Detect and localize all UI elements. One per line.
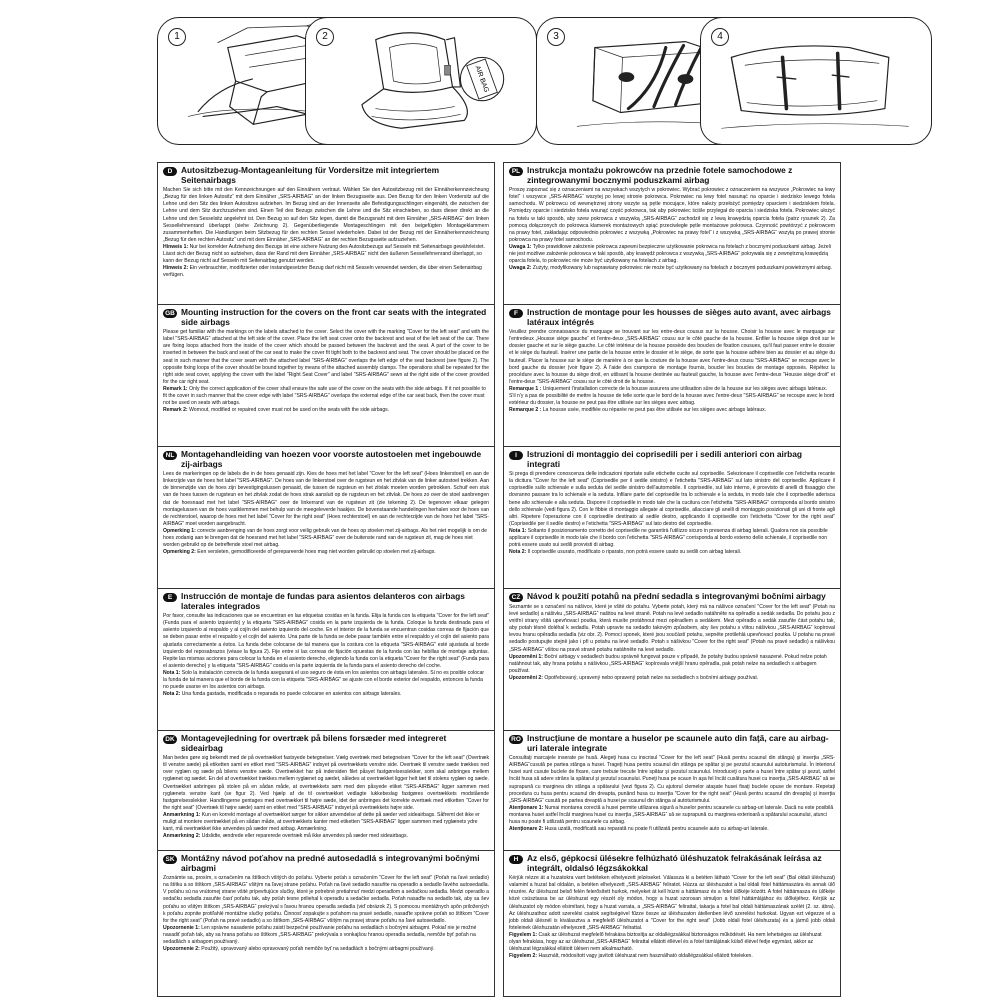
language-badge: NL: [163, 451, 177, 460]
language-badge: F: [509, 309, 523, 318]
section-body: Zoznámte sa, prosím, s označením na štítkoch všitých do poťahu. Vyberte poťah s označením "Cover for the left seat" (Poťah na ľavé sedadlo) na štítku a so štítkom „SRS-AIRBAG“ všitým na ľavej strane poťahu. Poťah na ľavé sedadlo nasuňte na operadlo a sedadlo ľavého autosedadla. V poťahu sú na vnútornej strane všité prípevňujúce slučky, ktoré je potrebné pretiahnuť medzi operadlom a sedačkou sedadla. Medzi operadlo a sedačku sedadla zasuňte časť poťahu tak, aby poťah tesne priliehal k operadlu a sedačke sedadla. Poťah nasaďte na sedadlo tak, aby sa šev poťahu so všitým štítkom „SRS-AIRBAG“ prekrýval s ľavou hranou operadla sedadla (viď obrázok 2). S pomocou montážnych spôn priložených k poťahu zopnite protiľahlé montážne slučky poťahu. Činnosť zopakujte s poťahom na pravé sedadlo, nasaďte správne poťah so štítkom "Cover for the right seat" (Poťah na pravé sedadlo) a so štítkom „SRS-AIRBAG“ všitým na pravej strane poťahu na ľavé autosedadlo.: [163, 875, 489, 924]
section-nl: [157, 446, 495, 593]
section-title: Instrukcja montażu pokrowców na przednie fotele samochodowe z zintegrowanymi bocznymi poduszkami airbag: [527, 165, 793, 185]
language-badge: H: [509, 855, 523, 864]
section-note: Opmerking 2: Een versleten, gemodificeerde of gerepareerde hoes mag niet worden gebruikt op stoelen met zij-airbags.: [163, 549, 436, 556]
section-note: Upozornění 2: Opotřebovaný, upravený nebo opravený potah nelze na sedadlech s bočními airbagy používat.: [509, 674, 759, 681]
section-title: Az első, gépkocsi ülésekre felhúzható üléshuzatok felrakásának leírása az integrált, oldalsó légzsákokkal: [527, 853, 822, 873]
section-note: Anmærkning 1: Kun en korrekt montage af overtrækket sørger for sikker anvendelse af dette på sæder ved sideairbags. Såfremt det ikke er muligt at montere overtrækket på en sådan måde, at overtrækkets kanter med etiketten "SRS-AIRBAG" ligger sammen med ryglænets ydre kant, må overtrækket ikke anvendes på sæder med airbag. Anmærkning.: [163, 811, 480, 833]
section-pl: [503, 162, 841, 309]
language-badge: E: [163, 593, 177, 602]
section-note: Nota 1: Solo la instalación correcta de la funda asegurará el uso seguro de ésta en los asientos con airbags laterales. Si no es posible colocar la funda de tal manera que el borde de la funda con la etiqueta "SRS-AIRBAG" se ajuste con el borde exterior del respaldo, entonces la funda no puede usarse en los asientos con airbags.: [163, 669, 485, 691]
section-note: Opmerking 1: correcte aanbrenging van de hoes zorgt voor veilig gebruik van de hoes op stoelen met zij-airbags. Als het niet mogelijk is om de hoes zodanig aan te brengen dat de hoesrand met het label "SRS-AIRBAG" over de buitenste rand van de rugsteun zit, mag de hoes niet worden gebruikt op de betreffende stoel met airbag.: [163, 527, 487, 549]
section-note: Uwaga 1: Tylko prawidłowe założenie pokrowca zapewni bezpieczne użytkowanie pokrowca na fotelach z bocznymi poduszkami airbag. Jeżeli nie jest możliwe założenie pokrowca w taki sposób, aby krawędź pokrowca z wszywką „SRS-AIRBAG“ pokrywała się z zewnętrzną krawędzią oparcia fotela, to pokrowiec nie może być użytkowany na fotelach z airbag.: [509, 243, 831, 265]
section-body: Consultaţi marcajele inserate pe husă. Alegeţi husa cu inscrisul "Cover for the left seat" (Husă pentru scaunul din stânga) şi inserţia „SRS-AIRBAG“cusută pe partea stânga a husei. Trageţi husa pentru scaunul din stânga pe spătar şi pe şezutul scaunului autoturismului. În interiorul husei sunt cusute buclele de fixare, care trebuie trecute între spătar şi şezutul scaunului. Introduceţi o parte a husei între spătar şi şezut, astfel încât husa să adere strâns la spătarul şi şezutul scaunului. Puneţi husa pe scaun în aşa fel încât cusătura husei cu inserţia „SRS-AIRBAG“ să se suprapună cu marginea din stânga a spătarului (vezi figura 2). Cu ajutorul clemelor ataşate husei fixaţi buclele opuse de montare. Repetaţi procedura cu husa pentru scaunul din dreapta, punând husa cu inserţia "Cover for the right seat" (Husă pentru scaunul din dreapta) şi inserţia „SRS-AIRBAG“ cusută pe partea dreaptă a husei pe scaunul din stânga al autoturismului.: [509, 755, 835, 804]
section-note: Uwaga 2: Zużyty, modyfikowany lub naprawiany pokrowiec nie może być użytkowany na fotelach z bocznymi poduszkami powietrznymi airbag.: [509, 265, 832, 272]
section-de: [157, 162, 495, 309]
section-note: Atenţionare 1: Numai montarea corectă a husei permite utilizarea sigură a huselor pentru scaunele cu airbag-uri laterale. Dacă nu este posibilă montarea husei astfel încât marginea husei cu inserţia „SRS-AIRBAG“ să se suprapună cu marginea exterioară a spătarului scaunului, atunci husa nu poate fi utilizată pentru scaunele cu airbag.: [509, 804, 834, 826]
section-note: Upozornenie 2: Použitý, upravovaný alebo opravovaný poťah nemôže byť na sedadlách s bočnými airbagmi používaný.: [163, 946, 435, 953]
section-cz: [503, 588, 841, 735]
section-note: Figyelem 1: Csak az üléshuzat megfelelő felrakása biztosítja az oldallégzsákkal biztonságos működését. Ha nem lehetséges az üléshuzat olyan felrakása, hogy az az üléshuzat „SRS-AIRBAG“ felirattal ellátott éllével és a fotel támlájának külső élével fedje egymást, akkor az üléshuzat légzsákkal ellátott ülésen nem alkalmazható.: [509, 931, 822, 953]
section-es: [157, 588, 495, 735]
section-title: Instruction de montage pour les housses de sièges auto avant, avec airbags latéraux intégrés: [527, 307, 831, 327]
step-2-panel: [305, 17, 537, 145]
section-fr: [503, 304, 841, 451]
step-4-illustration: [701, 18, 931, 144]
section-gb: [157, 304, 495, 451]
section-it: [503, 446, 841, 593]
section-body: Lees de markeringen op de labels die in de hoes genaaid zijn. Kies de hoes met het label "Cover for the left seat" (Hoes linkerstoel) en aan de linkerzijde van de hoes het label "SRS-AIRBAG". De hoes van de linkerstoel over de rugsteun en het zitvlak van de linker autostoel trekken. Aan de binnenzijde van de hoes zijn bevestigingslussen genaaid, die tussen de rugsteun en het zitvlak moeten worden getrokken. Schuif een stuk van de hoes tussen de rugsteun en het zitvlak zodat de hoes strak aansluit op de rugsteun en het zitvlak. De hoes zo over de stoel aanbrengen dat de hoesnaad met het label "SRS-AIRBAG" over de linkerrand van de rugsteun zit (zie tekening 2). De tegenover elkaar gelegen montagelussen van de hoes vastklemmen met behulp van de meegeleverde haakjes. De bovenstaande handelingen herhalen voor de hoes van de rechterstoel, waarop de hoes met het label "Cover for the right seat" (Hoes rechterstoel) en aan de rechterzijde van de hoes het label "SRS-AIRBAG" moet worden aangebracht.: [163, 471, 489, 527]
section-note: Upozornenie 1: Len správne nasadenie poťahu zaistí bezpečné používanie poťahu na sedadlách s bočnými airbagmi. Pokiaľ nie je možné nasadiť poťah tak, aby sa hrana poťahu so štítkom „SRS-AIRBAG“ prekrývala s vonkajšou hranou operadla sedadla, nemôže byť poťah na sedadlách s airbagom používaný.: [163, 924, 477, 946]
language-badge: DK: [163, 735, 177, 744]
section-note: Atenţionare 2: Husa uzată, modificată sau reparată nu poate fi utilizată pentru scaunele auto cu airbag-uri laterale.: [509, 826, 769, 833]
section-sk: [157, 850, 495, 997]
language-badge: GB: [163, 309, 177, 318]
section-title: Instrucción de montaje de fundas para asientos delanteros con airbags laterales integrados: [181, 591, 465, 611]
section-body: Man bedes gøre sig bekendt med de på overtrækket fastsyede betegnelser. Vælg overtræk med betegnelsen "Cover for the left seat" (Overtræk til venstre sæde) på etiketten samt en etiket med "SRS-AIRBAG" indsyet på overtrækkets venstre side. Overtræk til venstre sæde trækkes ned over ryglæn og sæde på bilens venstre sæde. Overtrækket har på indersiden filet påsyet fastgørelsesslekker, som skal anbringes mellem ryglænet og sædet. En del af overtrækket trækkes mellem ryglænet og sædet, således at overtrækket ligger helt tæt til stolens ryglæn og sæde. Overtrækket anbringes på stolen på en sådan måde, at overtrækkets søm med den påsyede etiket "SRS-AIRBAG" ligger sammen med ryglænets venstre kant (se figur 2). Ved hjælp af de til overtrækket vedlagte lukkebeslag fastgøres overtrækkets modstående fastgørelsesslekker. Handlingerne gentages med overtrækket til højre sæde, idet der anbringes det korrekte overtræk med etiketten "Cover for the right seat" (Overtræk til højre sæde) samt en etiket med "SRS-AIRBAG" indsyet på overtrækkets højre side.: [163, 755, 489, 811]
section-note: Upozornění 1: Boční airbagy v sedadlech budou správně fungovat pouze v případě, že potahy budou správně nasazené. Pokud nelze potah natáhnout tak, aby hrana potahu s nášivkou „SRS-AIRBAG“ kopírovala vnější hranu opěradla, pak potah nelze na sedadlech s airbagem používat.: [509, 653, 827, 674]
section-note: Nota 1: Soltanto il posizionamento corretto del coprisedile ne garantirà l'utilizzo sicuro in presenza di airbag laterali. Qualora non sia possibile applicare il coprisedile in modo tale che il bordo con l'etichetta "SRS-AIRBAG" corrisponda al bordo esterno dello schienale, il coprisedile non potrà essere usato sui sedili provvisti di airbag.: [509, 527, 828, 549]
section-title: Istruzioni di montaggio dei coprisedili per i sedili anteriori con airbag integrati: [527, 449, 803, 469]
language-badge: CZ: [509, 593, 523, 602]
section-body: Seznamte se s označení na nášivce, které je všité do potahu. Vyberte potah, který má na nášivce označení "Cover for the left seat" (Potah na levé sedadlo) a nášivku „SRS-AIRBAG“ našitou na levé straně. Potah na levé sedadlo natáhněte na opěradlo a sedák sedadla. Do potahu jsou z vnitřní strany všitá upevňovací poutka, která musíte protáhnout mezi opěradlem a sedákem. Mezi opěradlo a sedák zasuňte část potahu tak, aby potah těsně doléhal k sedadlu. Potah upravte na sedadlo takovým způsobem, aby šev potahu s vlitou nášivkou „SRS-AIRBAG“ kopíroval levou hranu opěradla sedadla (viz obr. 2). Pomocí sponek, které jsou součástí potahu, sepněte protilehlá upevňovací poutka. U potahu na pravé sedadlo postupujte stejně jako i při u potahu na levé sedadlo. Potah s nášivkou "Cover for the right seat" (Potah na pravé sedadlo) a nášivkou „SRS-AIRBAG“ všitou na pravé straně potahu natáhněte na levé sedadlo.: [509, 604, 835, 653]
language-badge: SK: [163, 855, 177, 864]
language-badge: D: [163, 167, 177, 176]
section-body: Veuillez prendre connaissance du marquage se trouvant sur les entre-deux cousus sur la housse. Choisir la housse avec le marquage sur l'entredeux „Housse siège gauche“ et l'entre-deux „SRS-AIRBAG“ cousu sur le côté gauche de la housse. Enfiler la housse siège droit sur le dossier gauche et sur le siège gauche. Le côté intérieur de la housse possède des boucles de fixation cousues, qu'il faut passer entre le dossier et le siège du fauteuil. Insérer une partie de la housse entre le dossier et le siège, de sorte que la housse adhère bien au dossier et au siège du fauteuil. Placer la housse sur le siège de manière à ce que la couture de la housse avec l'entre-deux cousu "SRS-AIRBAG" se recoupe avec le bord gauche du dossier (voir figure 2). À l'aide des crampons de montage fournis, boucler les boucles de montage opposés. Répétez la procédure avec la housse du siège droit, en utilisant la housse destinée au fauteuil gauche, la housse avec l'entre-deux "Housse siège droit" et l'entre-deux "SRS-AIRBAG" cousu sur le côté droit de la housse.: [509, 329, 835, 385]
section-body: Proszę zapoznać się z oznaczeniami na wszywkach wszytych w pokrowiec. Wybrać pokrowiec z oznaczeniem na wszywce „Pokrowiec na lewy fotel“ i wszywce „SRS-AIRBAG“ wszytej po lewej stronie pokrowca. Pokrowiec na lewy fotel nasunąć na oparcie i siedzisko lewego fotela samochodu. W pokrowcu od wewnętrznej strony wszyte są pętle mocujące, które należy przełożyć pomiędzy oparciem i siedziskiem fotela. Pomiędzy oparcie i siedzisko fotela wsunąć część pokrowca, tak aby pokrowiec ściśle przylegał do oparcia i siedziska fotela. Pokrowiec ułożyć na fotelu w taki sposób, aby szew pokrowca z wszywką „SRS-AIRBAG“ zachodził się z lewą krawędzią oparcia fotela (patrz rysunek 2). Za pomocą dołączonych do pokrowca klamerek montażowych spiąć przeciwległe pętle montażowe pokrowca. Czynność powtórzyć z pokrowcem na prawy fotel, zakładając odpowiednio pokrowiec z wszywką „Pokrowiec na prawy fotel“ i z wszywką „SRS-AIRBAG“ wszytą po prawej stronie pokrowca na prawy fotel samochodu.: [509, 187, 835, 243]
airbag-label-text: AIR BAG: [473, 64, 490, 94]
section-body: Kérjük nézze át a huzatokra varrt betéteken elhelyezett jelzéseket. Válassza ki a betéten látható "Cover for the left seat" (Bal oldali üléshuzat) valamint a huzat bal oldalán, a betéten elhelyezett „SRS-AIRBAG“ feliratot. Húzza az üléshuzatot a bal oldali fotel háttámaszára és annak ülő részére. Az üléshuzat belső felén felerősített hurkok, melyeket át kell húzni a háttámasz és a fotel ülőkéje között. A fotel háttámasza és ülőkéje közé csúsztassa be az üléshuzat egy részét oly módon, hogy a huzat szorosan simuljon a fotel háttámlájához és ülőkéjéhez. Kérjük az üléshuzatot oly módon elsimítani, hogy a huzat varrata, a „SRS-AIRBAG“ felirattal, takarja a fotel bal oldali háttámaszának szélét (2. sz. ábra). Az üléshuzathoz adott szerelési csatok segítségével fűzze össze az üléshuzaton átellenben lévő szerelési hurkokat. Ugyan ezt végezze el a jobb oldali ülésnél is kiválasztva a megfelelő üléshuzatot a "Cover for the right seat" (Jobb oldali fotel üléshuzata) és a jármű jobb oldali foteleinek üléshuzatán elhelyezett „SRS-AIRBAG“ felirattal.: [509, 875, 835, 931]
section-note: Nota 2: Una funda gastada, modificada o reparada no puede colocarse en asientos con airbags laterales.: [163, 691, 402, 698]
section-note: Remarque 1 : Uniquement l'installation correcte de la housse assurera une utilisation sûre de la housse sur les sièges avec airbags latéraux. S'il n'y a pas de possibilité de mettre la housse de telle sorte que le bord de la housse avec l'entre-deux "SRS-AIRBAG" se recoupe avec le bord extérieur du dossier, la housse ne peut pas être utilisée sur les sièges avec airbag.: [509, 385, 835, 407]
section-body: Machen Sie sich bitte mit den Kennzeichnungen auf den Einnähern vertraut. Wählen Sie den Autositzbezug mit der Einnäherkennzeichnung „Bezug für den linken Autositz“ mit dem Einnäher „SRS-AIRBAG“ an der linken Bezugsseite aus. Den Bezug für den linken Vordersitz auf die Lehne und den Sitz des linken Autositzes aufziehen. Im Bezug sind an der Innenseite alle Befestigungsschlingen eingenäht, die zwischen der Lehne und dem Sitz durchzuziehen sind. Einen Teil des Bezugs zwischen die Lehne und die Sitz einschieben, so dass dieser direkt an die Lehne und den Sesselsitz angelehnt ist. Den Bezug so auf den Sitz legen, damit die Bezugsnaht mit dem Einnäher „SRS-AIRBAG“ den linken Sessellehnenrand überlappt (siehe Zeichnung 2). Gegenüberliegende Montageschlingen mit den beigefügten Montageklammern zusammenheften. Die Handlungen beim Sitzbezug für den rechten Sessel wiederholen. Dabei ist der Bezug mit der Einnäherkennzeichnung „Bezug für den rechten Autositz“ und mit dem Einnäher „SRS-AIRBAG“ an der rechten Bezugsseite aufzuziehen.: [163, 187, 489, 243]
section-body: Please get familiar with the markings on the labels attached to the cover. Select the cover with the marking "Cover for the left seat" and with the label "SRS-AIRBAG" attached at the left side of the cover. Place the left seat cover onto the backrest and seat of the left seat of the car. There are fixing loops attached from the inside of the cover which should be passed between the backrest and the seat. A part of the cover to be inserted in between the back and seat of the car seat to make the cover fit tight both to the backrest and seat. The cover should be placed on the seat in such manner that the cover seam with the attached label "SRS-AIRBAG" overlaps the left edge of the seat backrest (see figure 2). The opposite fixing loops of the cover should be bound together by means of the attached assembly clamps. The operations shall be repeated for the right side seat cover, applying the cover with the label "Right Seat Cover" and label "SRS-AIRBAG" sewn at the right side of the cover provided for the car right seat.: [163, 329, 489, 385]
language-badge: RO: [509, 735, 523, 744]
section-note: Nota 2: Il coprisedile usurato, modificato o riparato, non potrà essere usato su sedili con airbag laterali.: [509, 549, 742, 556]
section-body: Por favor, consulte las indicaciones que se encuentran en las etiquetas cosidas en la funda. Elija la funda con la etiqueta "Cover for the left seat" (Funda para el asiento izquierdo) y la etiqueta "SRS-AIRBAG" cosida en la parte izquierda de la funda. Coloque la funda destinada para el asiento izquierdo al respaldo y al cojín del asiento izquierdo del coche. En el interior de la funda se encuentran cosidas correas de fijación que se deben pasar entre el respaldo y el cojín del asiento. Una parte de la funda se debe pasar también entre el respaldo y el cojín del asiento para ajustarla correctamente a éstos. La funda debe colocarse de tal manera que la costura con la etiqueta "SRS-AIRBAG" esté ajustada al borde izquierdo del reposabrazos (véase la figura 2). Fije entre sí las correas de fijación opuestas de la funda con las hebillas de montaje adjuntas. Repite las mismas acciones para colocar la funda en el asiento derecho, eligiendo la funda con la etiqueta "Cover for the right seat" (Funda para el asiento derecho) y la etiqueta "SRS-AIRBAG" cosida en la parte izquierda de la funda para el asiento derecho del coche.: [163, 613, 489, 669]
section-title: Montagehandleiding van hoezen voor voorste autostoelen met ingebouwde zij-airbags: [181, 449, 482, 469]
section-title: Montagevejledning for overtræk på bilens forsæder med integreret sideairbag: [181, 733, 447, 753]
section-title: Montážny návod poťahov na predné autosedadlá s integrovanými bočnými airbagmi: [181, 853, 480, 873]
section-note: Hinweis 1: Nur bei korrekter Aufziehung des Bezugs ist eine sichere Nutzung des Autositzbezugs auf Sesseln mit Seitenairbags gewährleistet. Lässt sich der Bezug nicht so aufziehen, dass der Rand mit dem Einnäher „SRS-AIRBAG“ nicht den äußeren Sessellehnenrand überlappt, so kann der Bezug nicht auf Sesseln mit Seitenairbag genutzt werden.: [163, 243, 485, 265]
section-body: Si prega di prendere conoscenza delle indicazioni riportate sulle etichette cucite sul coprisedile. Selezionare il coprisedile con l'etichetta recante la dicitura "Cover for the left seat" (Coprisedile per il sedile sinistro) e l'etichetta "SRS-AIRBAG" sul lato sinistro del coprisedile. Applicare il coprisedile sullo schienale e sulla seduta del sedile sinistro dell'automobile. Il coprisedile, sul lato interno, è provvisto di anelli di fissaggio che dovranno passare tra lo schienale e la seduta. Infilare parte del coprisedile tra lo schienale e la seduta, in modo tale che il coprisedile aderisca bene allo schienale e alla seduta. Disporre il coprisedile in modo tale che la cucitura con l'etichetta "SRS-AIRBAG" corrisponda al bordo sinistro dello schienale (vedi figura 2). Con le fibbie di montaggio allegate al coprisedile, allacciare gli anelli di montaggio posizionati gli uni di fronte agli altri. Ripetere l'operazione con il coprisedile destinato al sedile destro, applicando il coprisedile con l'etichetta "Cover for the right seat" (Coprisedile per il sedile destro) e l'etichetta "SRS-AIRBAG" sul lato destro del coprisedile.: [509, 471, 835, 527]
language-badge: PL: [509, 167, 523, 176]
step-number: 4: [711, 28, 729, 46]
section-note: Remarque 2 : La housse usée, modifiée ou réparée ne peut pas être utilisée sur les sièges avec airbags latéraux.: [509, 407, 767, 414]
section-note: Figyelem 2: Használt, módosított vagy javított üléshuzat nem használható oldallégzsákkal ellátott foteleken.: [509, 953, 753, 960]
section-note: Remark 1: Only the correct application of the cover shall ensure the safe use of the cover on the seats with the side airbags. If it not possible to fit the cover in such manner that the cover edge with label "SRS-AIRBAG" overlaps the external edge of the car seat back, then the cover must not be used on seats with airbags.: [163, 385, 486, 407]
step-number: 2: [316, 28, 334, 46]
section-note: Anmærkning 2: Udslidte, ændrede eller reparerede overtræk må ikke anvendes på sæder med sideairbags.: [163, 833, 408, 840]
step-4-panel: [700, 17, 932, 145]
section-hu: [503, 850, 841, 997]
section-title: Instrucţiune de montare a huselor pe scaunele auto din faţă, care au airbag-uri laterale integrate: [527, 733, 829, 753]
section-title: Návod k použití potahů na přední sedadla s integrovanými bočními airbagy: [527, 591, 826, 601]
language-badge: I: [509, 451, 523, 460]
step-number: 1: [168, 28, 186, 46]
section-title: Mounting instruction for the covers on the front car seats with the integrated side airbags: [181, 307, 487, 327]
step-number: 3: [547, 28, 565, 46]
section-note: Remark 2: Wornout, modified or repaired cover must not be used on the seats with the side airbags.: [163, 407, 390, 414]
section-note: Hinweis 2: Ein verbrauchter, modifizierter oder instandgesetzter Bezug darf nicht mit Sesseln verwendet werden, die über einen Seitenairbag verfügen.: [163, 265, 482, 279]
step-2-illustration: [306, 18, 536, 144]
section-title: Autositzbezug-Montageanleitung für Vordersitze mit integriertem Seitenairbags: [181, 165, 440, 185]
